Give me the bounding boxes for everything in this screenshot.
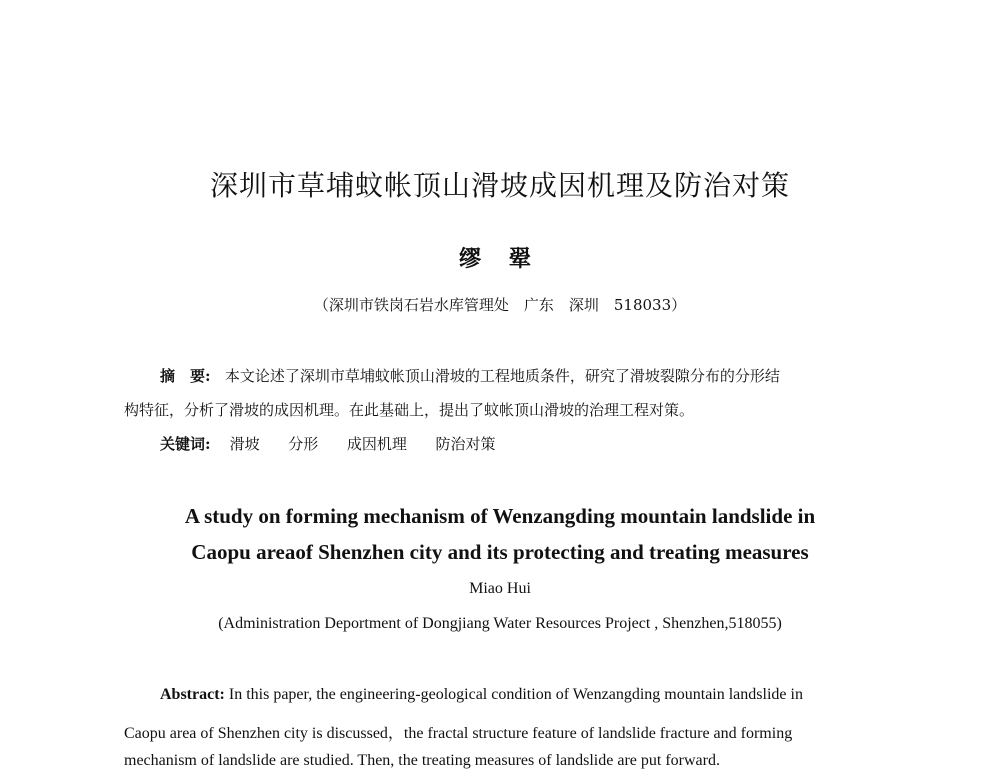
english-author: Miao Hui	[469, 580, 531, 597]
chinese-title: 深圳市草埔蚊帐顶山滑坡成因机理及防治对策	[209, 169, 790, 202]
chinese-abstract-line-1	[160, 365, 780, 386]
keyword: 防治对策	[435, 435, 496, 453]
keyword: 滑坡	[229, 435, 260, 453]
english-abstract-text-1: In this paper, the engineering-geological condition of Wenzangding mountain landslide in	[228, 686, 803, 703]
chinese-abstract-line-2: 构特征，分析了滑坡的成因机理。在此基础上，提出了蚊帐顶山滑坡的治理工程对策。	[124, 401, 695, 419]
keyword: 分形	[288, 435, 319, 453]
english-affiliation: (Administration Deportment of Dongjiang Water Resources Project , Shenzhen,518055)	[218, 615, 782, 632]
chinese-abstract-label: 摘 要:	[160, 367, 211, 385]
english-title-line-1: A study on forming mechanism of Wenzangding mountain landslide in	[184, 504, 816, 528]
chinese-keywords-label: 关键词:	[160, 435, 211, 453]
chinese-abstract-text-1: 本文论述了深圳市草埔蚊帐顶山滑坡的工程地质条件，研究了滑坡裂隙分布的分形结	[224, 367, 780, 385]
english-abstract-line-2: Caopu area of Shenzhen city is discussed，the fractal structure feature of landslide fracture and forming	[124, 725, 793, 742]
keyword: 成因机理	[346, 435, 407, 453]
chinese-keywords	[160, 433, 496, 454]
chinese-author: 缪 翚	[459, 246, 541, 272]
english-abstract-label: Abstract:	[160, 686, 225, 703]
english-abstract-line-3: mechanism of landslide are studied. Then, the treating measures of landslide are put forward.	[124, 752, 720, 769]
chinese-affiliation: （深圳市铁岗石岩水库管理处 广东 深圳 518033）	[313, 296, 687, 314]
english-title-line-2: Caopu areaof Shenzhen city and its protecting and treating measures	[191, 540, 809, 564]
english-abstract-line-1	[160, 686, 803, 704]
